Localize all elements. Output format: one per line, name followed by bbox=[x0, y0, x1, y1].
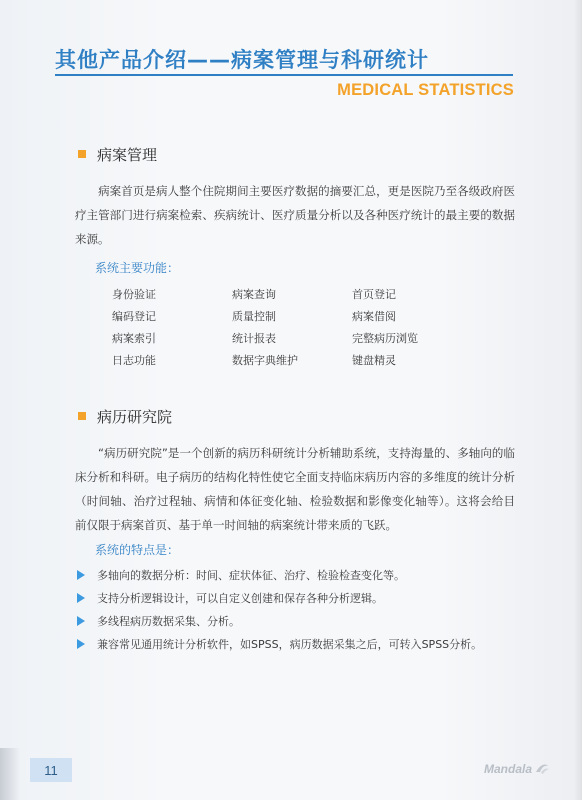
list-item bbox=[77, 586, 517, 609]
function-item: 病案查询 bbox=[232, 288, 276, 301]
list-item bbox=[77, 632, 517, 655]
section-heading-case-management: 病案管理 bbox=[97, 146, 158, 164]
list-item bbox=[77, 563, 517, 586]
function-item: 编码登记 bbox=[112, 310, 156, 323]
triangle-bullet-icon bbox=[77, 593, 85, 603]
triangle-bullet-icon bbox=[77, 570, 85, 580]
brand-wordmark: Mandala bbox=[484, 762, 533, 776]
research-institute-text: “病历研究院”是一个创新的病历科研统计分析辅助系统，支持海量的、多轴向的临床分析和科研。电子病历的结构化特性使它全面支持临床病历内容的多维度的统计分析（时间轴、治疗过程轴、病情和体征变化轴、检验数据和影像变化轴等）。这将会给目前仅限于病案首页、基于单一时间轴的病案统计带来质的飞跃。 bbox=[75, 446, 515, 532]
section-heading-research-institute: 病历研究院 bbox=[97, 408, 173, 426]
case-management-text: 病案首页是病人整个住院期间主要医疗数据的摘要汇总，更是医院乃至各级政府医疗主管部门进行病案检索、疾病统计、医疗质量分析以及各种医疗统计的最主要的数据来源。 bbox=[75, 184, 515, 246]
feature-text: 多轴向的数据分析：时间、症状体征、治疗、检验检查变化等。 bbox=[97, 568, 405, 582]
case-management-paragraph bbox=[75, 179, 515, 251]
features-list bbox=[77, 563, 517, 655]
function-item: 病案索引 bbox=[112, 332, 156, 345]
function-item: 数据字典维护 bbox=[232, 354, 298, 367]
functions-label: 系统主要功能： bbox=[95, 261, 180, 275]
page-number-box bbox=[30, 758, 72, 782]
research-institute-paragraph bbox=[75, 441, 515, 537]
function-item: 身份验证 bbox=[112, 288, 156, 301]
swirl-logo-icon bbox=[534, 760, 550, 776]
function-item: 完整病历浏览 bbox=[352, 332, 418, 345]
triangle-bullet-icon bbox=[77, 639, 85, 649]
section-bullet-square bbox=[78, 150, 86, 158]
function-item: 统计报表 bbox=[232, 332, 276, 345]
title-divider bbox=[55, 74, 513, 76]
features-label: 系统的特点是： bbox=[95, 543, 180, 557]
feature-text: 多线程病历数据采集、分析。 bbox=[97, 614, 240, 628]
page-subtitle: MEDICAL STATISTICS bbox=[337, 81, 514, 99]
feature-text: 兼容常见通用统计分析软件，如SPSS，病历数据采集之后，可转入SPSS分析。 bbox=[97, 637, 483, 651]
function-item: 病案借阅 bbox=[352, 310, 396, 323]
function-item: 质量控制 bbox=[232, 310, 276, 323]
functions-grid bbox=[112, 284, 472, 372]
function-item: 日志功能 bbox=[112, 354, 156, 367]
page-edge-shadow bbox=[574, 0, 582, 800]
page-title: 其他产品介绍——病案管理与科研统计 bbox=[55, 48, 429, 72]
list-item bbox=[77, 609, 517, 632]
section-bullet-square bbox=[78, 412, 86, 420]
function-item: 首页登记 bbox=[352, 288, 396, 301]
binding-shadow bbox=[0, 748, 20, 800]
page-number: 11 bbox=[44, 763, 58, 778]
triangle-bullet-icon bbox=[77, 616, 85, 626]
feature-text: 支持分析逻辑设计，可以自定义创建和保存各种分析逻辑。 bbox=[97, 591, 383, 605]
function-item: 键盘精灵 bbox=[352, 354, 396, 367]
